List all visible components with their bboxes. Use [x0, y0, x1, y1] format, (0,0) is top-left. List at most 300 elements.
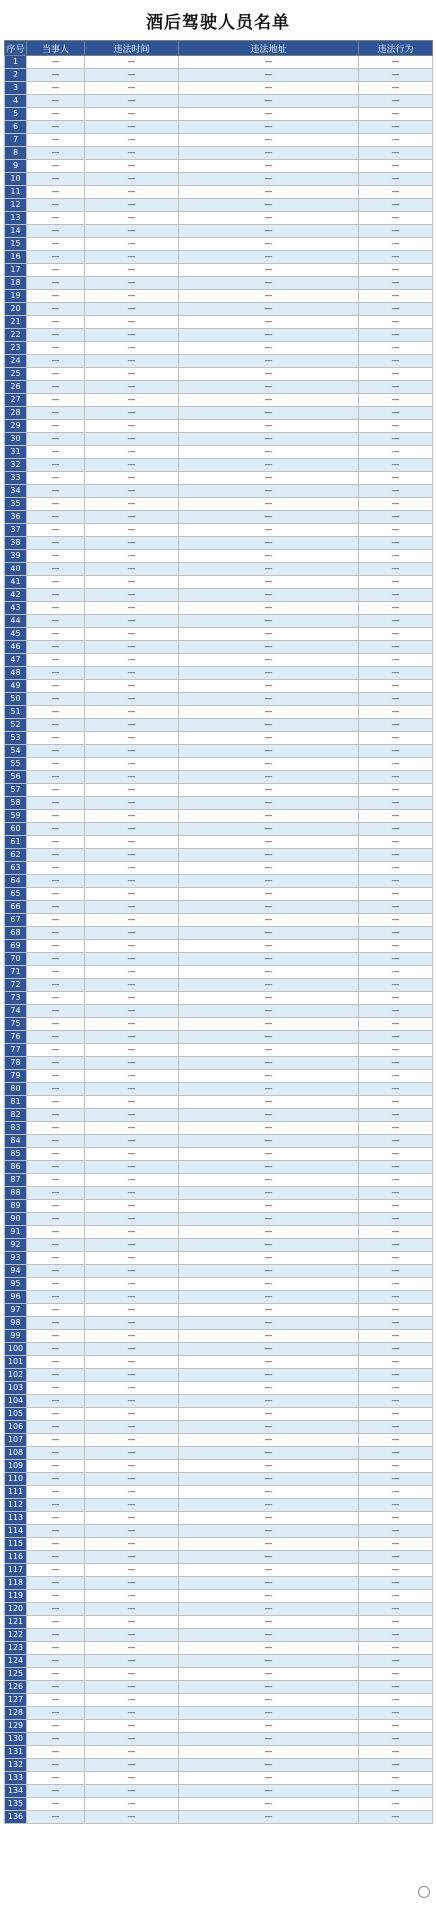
cell-violation: —	[359, 407, 433, 420]
cell-party: —	[27, 1369, 85, 1382]
cell-party: —	[27, 407, 85, 420]
row-index: 79	[5, 1070, 27, 1083]
cell-violation: —	[359, 1018, 433, 1031]
row-index: 21	[5, 316, 27, 329]
row-index: 56	[5, 771, 27, 784]
cell-location: —	[179, 1291, 359, 1304]
cell-violation: —	[359, 446, 433, 459]
cell-location: —	[179, 1408, 359, 1421]
row-index: 52	[5, 719, 27, 732]
cell-party: —	[27, 1746, 85, 1759]
cell-violation: —	[359, 264, 433, 277]
cell-location: —	[179, 108, 359, 121]
row-index: 60	[5, 823, 27, 836]
table-row	[5, 927, 433, 940]
cell-violation: —	[359, 1148, 433, 1161]
cell-location: —	[179, 1785, 359, 1798]
cell-time: —	[85, 563, 179, 576]
cell-location: —	[179, 1616, 359, 1629]
row-index: 31	[5, 446, 27, 459]
table-row	[5, 537, 433, 550]
row-index: 121	[5, 1616, 27, 1629]
cell-time: —	[85, 1668, 179, 1681]
cell-violation: —	[359, 1590, 433, 1603]
cell-party: —	[27, 628, 85, 641]
table-row	[5, 1018, 433, 1031]
header-index: 序号	[5, 41, 27, 56]
row-index: 13	[5, 212, 27, 225]
cell-party: —	[27, 862, 85, 875]
cell-time: —	[85, 940, 179, 953]
cell-party: —	[27, 1759, 85, 1772]
cell-location: —	[179, 329, 359, 342]
table-row	[5, 1746, 433, 1759]
cell-violation: —	[359, 1655, 433, 1668]
cell-violation: —	[359, 745, 433, 758]
cell-violation: —	[359, 1707, 433, 1720]
cell-party: —	[27, 654, 85, 667]
cell-time: —	[85, 1798, 179, 1811]
table-row	[5, 147, 433, 160]
cell-violation: —	[359, 1421, 433, 1434]
cell-location: —	[179, 1096, 359, 1109]
cell-location: —	[179, 1252, 359, 1265]
cell-party: —	[27, 1616, 85, 1629]
cell-location: —	[179, 446, 359, 459]
cell-party: —	[27, 394, 85, 407]
cell-party: —	[27, 472, 85, 485]
cell-violation: —	[359, 1031, 433, 1044]
watermark	[418, 1886, 430, 1898]
cell-time: —	[85, 264, 179, 277]
cell-party: —	[27, 511, 85, 524]
row-index: 81	[5, 1096, 27, 1109]
cell-time: —	[85, 1681, 179, 1694]
row-index: 37	[5, 524, 27, 537]
row-index: 101	[5, 1356, 27, 1369]
cell-party: —	[27, 1473, 85, 1486]
row-index: 57	[5, 784, 27, 797]
cell-time: —	[85, 251, 179, 264]
header-time: 违法时间	[85, 41, 179, 56]
table-row	[5, 1213, 433, 1226]
row-index: 120	[5, 1603, 27, 1616]
cell-location: —	[179, 1590, 359, 1603]
cell-party: —	[27, 1668, 85, 1681]
cell-party: —	[27, 667, 85, 680]
cell-violation: —	[359, 1122, 433, 1135]
table-row	[5, 485, 433, 498]
cell-violation: —	[359, 1408, 433, 1421]
row-index: 100	[5, 1343, 27, 1356]
row-index: 1	[5, 56, 27, 69]
table-row	[5, 1785, 433, 1798]
cell-violation: —	[359, 1447, 433, 1460]
cell-party: —	[27, 563, 85, 576]
table-row	[5, 732, 433, 745]
cell-time: —	[85, 1707, 179, 1720]
row-index: 118	[5, 1577, 27, 1590]
cell-time: —	[85, 602, 179, 615]
cell-violation: —	[359, 1096, 433, 1109]
cell-violation: —	[359, 1174, 433, 1187]
table-row	[5, 602, 433, 615]
cell-time: —	[85, 511, 179, 524]
cell-time: —	[85, 355, 179, 368]
table-row	[5, 173, 433, 186]
table-row	[5, 1577, 433, 1590]
cell-time: —	[85, 1720, 179, 1733]
cell-violation: —	[359, 1473, 433, 1486]
cell-time: —	[85, 1577, 179, 1590]
cell-party: —	[27, 745, 85, 758]
cell-location: —	[179, 1005, 359, 1018]
table-row	[5, 1525, 433, 1538]
cell-time: —	[85, 1564, 179, 1577]
row-index: 29	[5, 420, 27, 433]
table-row	[5, 329, 433, 342]
table-row	[5, 1395, 433, 1408]
table-row	[5, 966, 433, 979]
cell-time: —	[85, 121, 179, 134]
cell-violation: —	[359, 485, 433, 498]
cell-violation: —	[359, 1369, 433, 1382]
cell-location: —	[179, 1369, 359, 1382]
cell-violation: —	[359, 615, 433, 628]
cell-location: —	[179, 1083, 359, 1096]
table-row	[5, 979, 433, 992]
table-row	[5, 784, 433, 797]
cell-location: —	[179, 550, 359, 563]
row-index: 50	[5, 693, 27, 706]
cell-violation: —	[359, 1577, 433, 1590]
cell-location: —	[179, 316, 359, 329]
table-row	[5, 1694, 433, 1707]
cell-violation: —	[359, 693, 433, 706]
cell-time: —	[85, 888, 179, 901]
cell-location: —	[179, 836, 359, 849]
cell-time: —	[85, 927, 179, 940]
table-row	[5, 368, 433, 381]
cell-violation: —	[359, 901, 433, 914]
table-row	[5, 1733, 433, 1746]
cell-party: —	[27, 1408, 85, 1421]
cell-party: —	[27, 1031, 85, 1044]
cell-location: —	[179, 628, 359, 641]
cell-party: —	[27, 1135, 85, 1148]
row-index: 26	[5, 381, 27, 394]
row-index: 20	[5, 303, 27, 316]
cell-party: —	[27, 1447, 85, 1460]
row-index: 27	[5, 394, 27, 407]
cell-violation: —	[359, 719, 433, 732]
cell-time: —	[85, 303, 179, 316]
cell-party: —	[27, 602, 85, 615]
cell-time: —	[85, 706, 179, 719]
row-index: 99	[5, 1330, 27, 1343]
table-row	[5, 615, 433, 628]
table-row	[5, 1499, 433, 1512]
row-index: 75	[5, 1018, 27, 1031]
cell-location: —	[179, 82, 359, 95]
cell-location: —	[179, 1512, 359, 1525]
cell-location: —	[179, 1317, 359, 1330]
cell-location: —	[179, 368, 359, 381]
cell-time: —	[85, 1525, 179, 1538]
cell-time: —	[85, 277, 179, 290]
cell-location: —	[179, 1707, 359, 1720]
cell-violation: —	[359, 966, 433, 979]
cell-violation: —	[359, 1382, 433, 1395]
cell-violation: —	[359, 823, 433, 836]
table-row	[5, 862, 433, 875]
row-index: 66	[5, 901, 27, 914]
cell-time: —	[85, 1291, 179, 1304]
cell-location: —	[179, 1330, 359, 1343]
cell-location: —	[179, 1434, 359, 1447]
cell-violation: —	[359, 1785, 433, 1798]
cell-time: —	[85, 1018, 179, 1031]
cell-time: —	[85, 589, 179, 602]
table-row	[5, 563, 433, 576]
table-row	[5, 875, 433, 888]
cell-violation: —	[359, 355, 433, 368]
table-row	[5, 1486, 433, 1499]
table-row	[5, 69, 433, 82]
cell-location: —	[179, 290, 359, 303]
row-index: 44	[5, 615, 27, 628]
cell-location: —	[179, 134, 359, 147]
row-index: 63	[5, 862, 27, 875]
row-index: 65	[5, 888, 27, 901]
cell-party: —	[27, 173, 85, 186]
row-index: 114	[5, 1525, 27, 1538]
cell-violation: —	[359, 290, 433, 303]
cell-party: —	[27, 888, 85, 901]
cell-location: —	[179, 719, 359, 732]
cell-violation: —	[359, 238, 433, 251]
cell-time: —	[85, 1252, 179, 1265]
cell-violation: —	[359, 1252, 433, 1265]
row-index: 48	[5, 667, 27, 680]
row-index: 41	[5, 576, 27, 589]
cell-party: —	[27, 1265, 85, 1278]
cell-party: —	[27, 706, 85, 719]
cell-party: —	[27, 1707, 85, 1720]
cell-party: —	[27, 1785, 85, 1798]
cell-violation: —	[359, 121, 433, 134]
cell-party: —	[27, 966, 85, 979]
row-index: 51	[5, 706, 27, 719]
row-index: 103	[5, 1382, 27, 1395]
row-index: 53	[5, 732, 27, 745]
table-row	[5, 1200, 433, 1213]
cell-location: —	[179, 251, 359, 264]
row-index: 126	[5, 1681, 27, 1694]
cell-violation: —	[359, 992, 433, 1005]
cell-location: —	[179, 277, 359, 290]
cell-party: —	[27, 693, 85, 706]
table-row	[5, 381, 433, 394]
row-index: 15	[5, 238, 27, 251]
row-index: 89	[5, 1200, 27, 1213]
cell-time: —	[85, 1317, 179, 1330]
cell-violation: —	[359, 95, 433, 108]
cell-time: —	[85, 1421, 179, 1434]
cell-location: —	[179, 797, 359, 810]
cell-violation: —	[359, 563, 433, 576]
cell-party: —	[27, 1005, 85, 1018]
table-row	[5, 550, 433, 563]
cell-location: —	[179, 1018, 359, 1031]
cell-time: —	[85, 1629, 179, 1642]
cell-party: —	[27, 1304, 85, 1317]
cell-party: —	[27, 576, 85, 589]
cell-time: —	[85, 1616, 179, 1629]
cell-violation: —	[359, 1759, 433, 1772]
cell-location: —	[179, 784, 359, 797]
cell-party: —	[27, 641, 85, 654]
cell-time: —	[85, 1785, 179, 1798]
cell-time: —	[85, 1135, 179, 1148]
cell-location: —	[179, 472, 359, 485]
cell-location: —	[179, 1044, 359, 1057]
row-index: 33	[5, 472, 27, 485]
table-row	[5, 134, 433, 147]
cell-time: —	[85, 1590, 179, 1603]
row-index: 17	[5, 264, 27, 277]
cell-location: —	[179, 1265, 359, 1278]
cell-party: —	[27, 784, 85, 797]
cell-time: —	[85, 901, 179, 914]
row-index: 72	[5, 979, 27, 992]
row-index: 49	[5, 680, 27, 693]
table-row	[5, 1447, 433, 1460]
row-index: 3	[5, 82, 27, 95]
row-index: 134	[5, 1785, 27, 1798]
cell-location: —	[179, 914, 359, 927]
cell-time: —	[85, 1538, 179, 1551]
cell-time: —	[85, 1395, 179, 1408]
cell-location: —	[179, 498, 359, 511]
table-row	[5, 1460, 433, 1473]
cell-violation: —	[359, 1629, 433, 1642]
cell-party: —	[27, 381, 85, 394]
cell-location: —	[179, 1486, 359, 1499]
cell-time: —	[85, 1486, 179, 1499]
table-row	[5, 1304, 433, 1317]
cell-location: —	[179, 459, 359, 472]
cell-time: —	[85, 1083, 179, 1096]
cell-location: —	[179, 1629, 359, 1642]
table-row	[5, 511, 433, 524]
cell-time: —	[85, 199, 179, 212]
row-index: 92	[5, 1239, 27, 1252]
cell-location: —	[179, 693, 359, 706]
cell-location: —	[179, 1733, 359, 1746]
cell-party: —	[27, 446, 85, 459]
cell-time: —	[85, 238, 179, 251]
cell-location: —	[179, 1746, 359, 1759]
cell-time: —	[85, 1278, 179, 1291]
cell-violation: —	[359, 1564, 433, 1577]
table-row	[5, 1356, 433, 1369]
row-index: 19	[5, 290, 27, 303]
cell-location: —	[179, 1148, 359, 1161]
cell-time: —	[85, 1460, 179, 1473]
table-row	[5, 1291, 433, 1304]
row-index: 102	[5, 1369, 27, 1382]
cell-time: —	[85, 537, 179, 550]
row-index: 24	[5, 355, 27, 368]
cell-violation: —	[359, 1070, 433, 1083]
cell-time: —	[85, 1499, 179, 1512]
cell-time: —	[85, 1122, 179, 1135]
cell-violation: —	[359, 394, 433, 407]
cell-location: —	[179, 1122, 359, 1135]
cell-location: —	[179, 394, 359, 407]
cell-party: —	[27, 1083, 85, 1096]
cell-location: —	[179, 1395, 359, 1408]
cell-violation: —	[359, 82, 433, 95]
cell-violation: —	[359, 1499, 433, 1512]
cell-time: —	[85, 1694, 179, 1707]
cell-violation: —	[359, 875, 433, 888]
cell-time: —	[85, 550, 179, 563]
row-index: 83	[5, 1122, 27, 1135]
cell-party: —	[27, 264, 85, 277]
cell-party: —	[27, 95, 85, 108]
cell-time: —	[85, 862, 179, 875]
cell-time: —	[85, 407, 179, 420]
cell-party: —	[27, 1148, 85, 1161]
cell-location: —	[179, 186, 359, 199]
table-row	[5, 1044, 433, 1057]
row-index: 64	[5, 875, 27, 888]
cell-party: —	[27, 1564, 85, 1577]
row-index: 104	[5, 1395, 27, 1408]
table-row	[5, 1278, 433, 1291]
cell-location: —	[179, 420, 359, 433]
cell-location: —	[179, 654, 359, 667]
table-row	[5, 82, 433, 95]
row-index: 116	[5, 1551, 27, 1564]
cell-location: —	[179, 303, 359, 316]
table-row	[5, 1772, 433, 1785]
cell-time: —	[85, 1031, 179, 1044]
row-index: 94	[5, 1265, 27, 1278]
cell-location: —	[179, 1603, 359, 1616]
table-row	[5, 745, 433, 758]
cell-location: —	[179, 901, 359, 914]
table-row	[5, 1096, 433, 1109]
table-row	[5, 1265, 433, 1278]
cell-party: —	[27, 849, 85, 862]
cell-location: —	[179, 706, 359, 719]
cell-violation: —	[359, 134, 433, 147]
table-row	[5, 420, 433, 433]
cell-time: —	[85, 1369, 179, 1382]
cell-party: —	[27, 550, 85, 563]
cell-time: —	[85, 1109, 179, 1122]
cell-party: —	[27, 979, 85, 992]
cell-location: —	[179, 1135, 359, 1148]
cell-location: —	[179, 1681, 359, 1694]
cell-location: —	[179, 342, 359, 355]
cell-location: —	[179, 160, 359, 173]
cell-location: —	[179, 1564, 359, 1577]
table-row	[5, 680, 433, 693]
